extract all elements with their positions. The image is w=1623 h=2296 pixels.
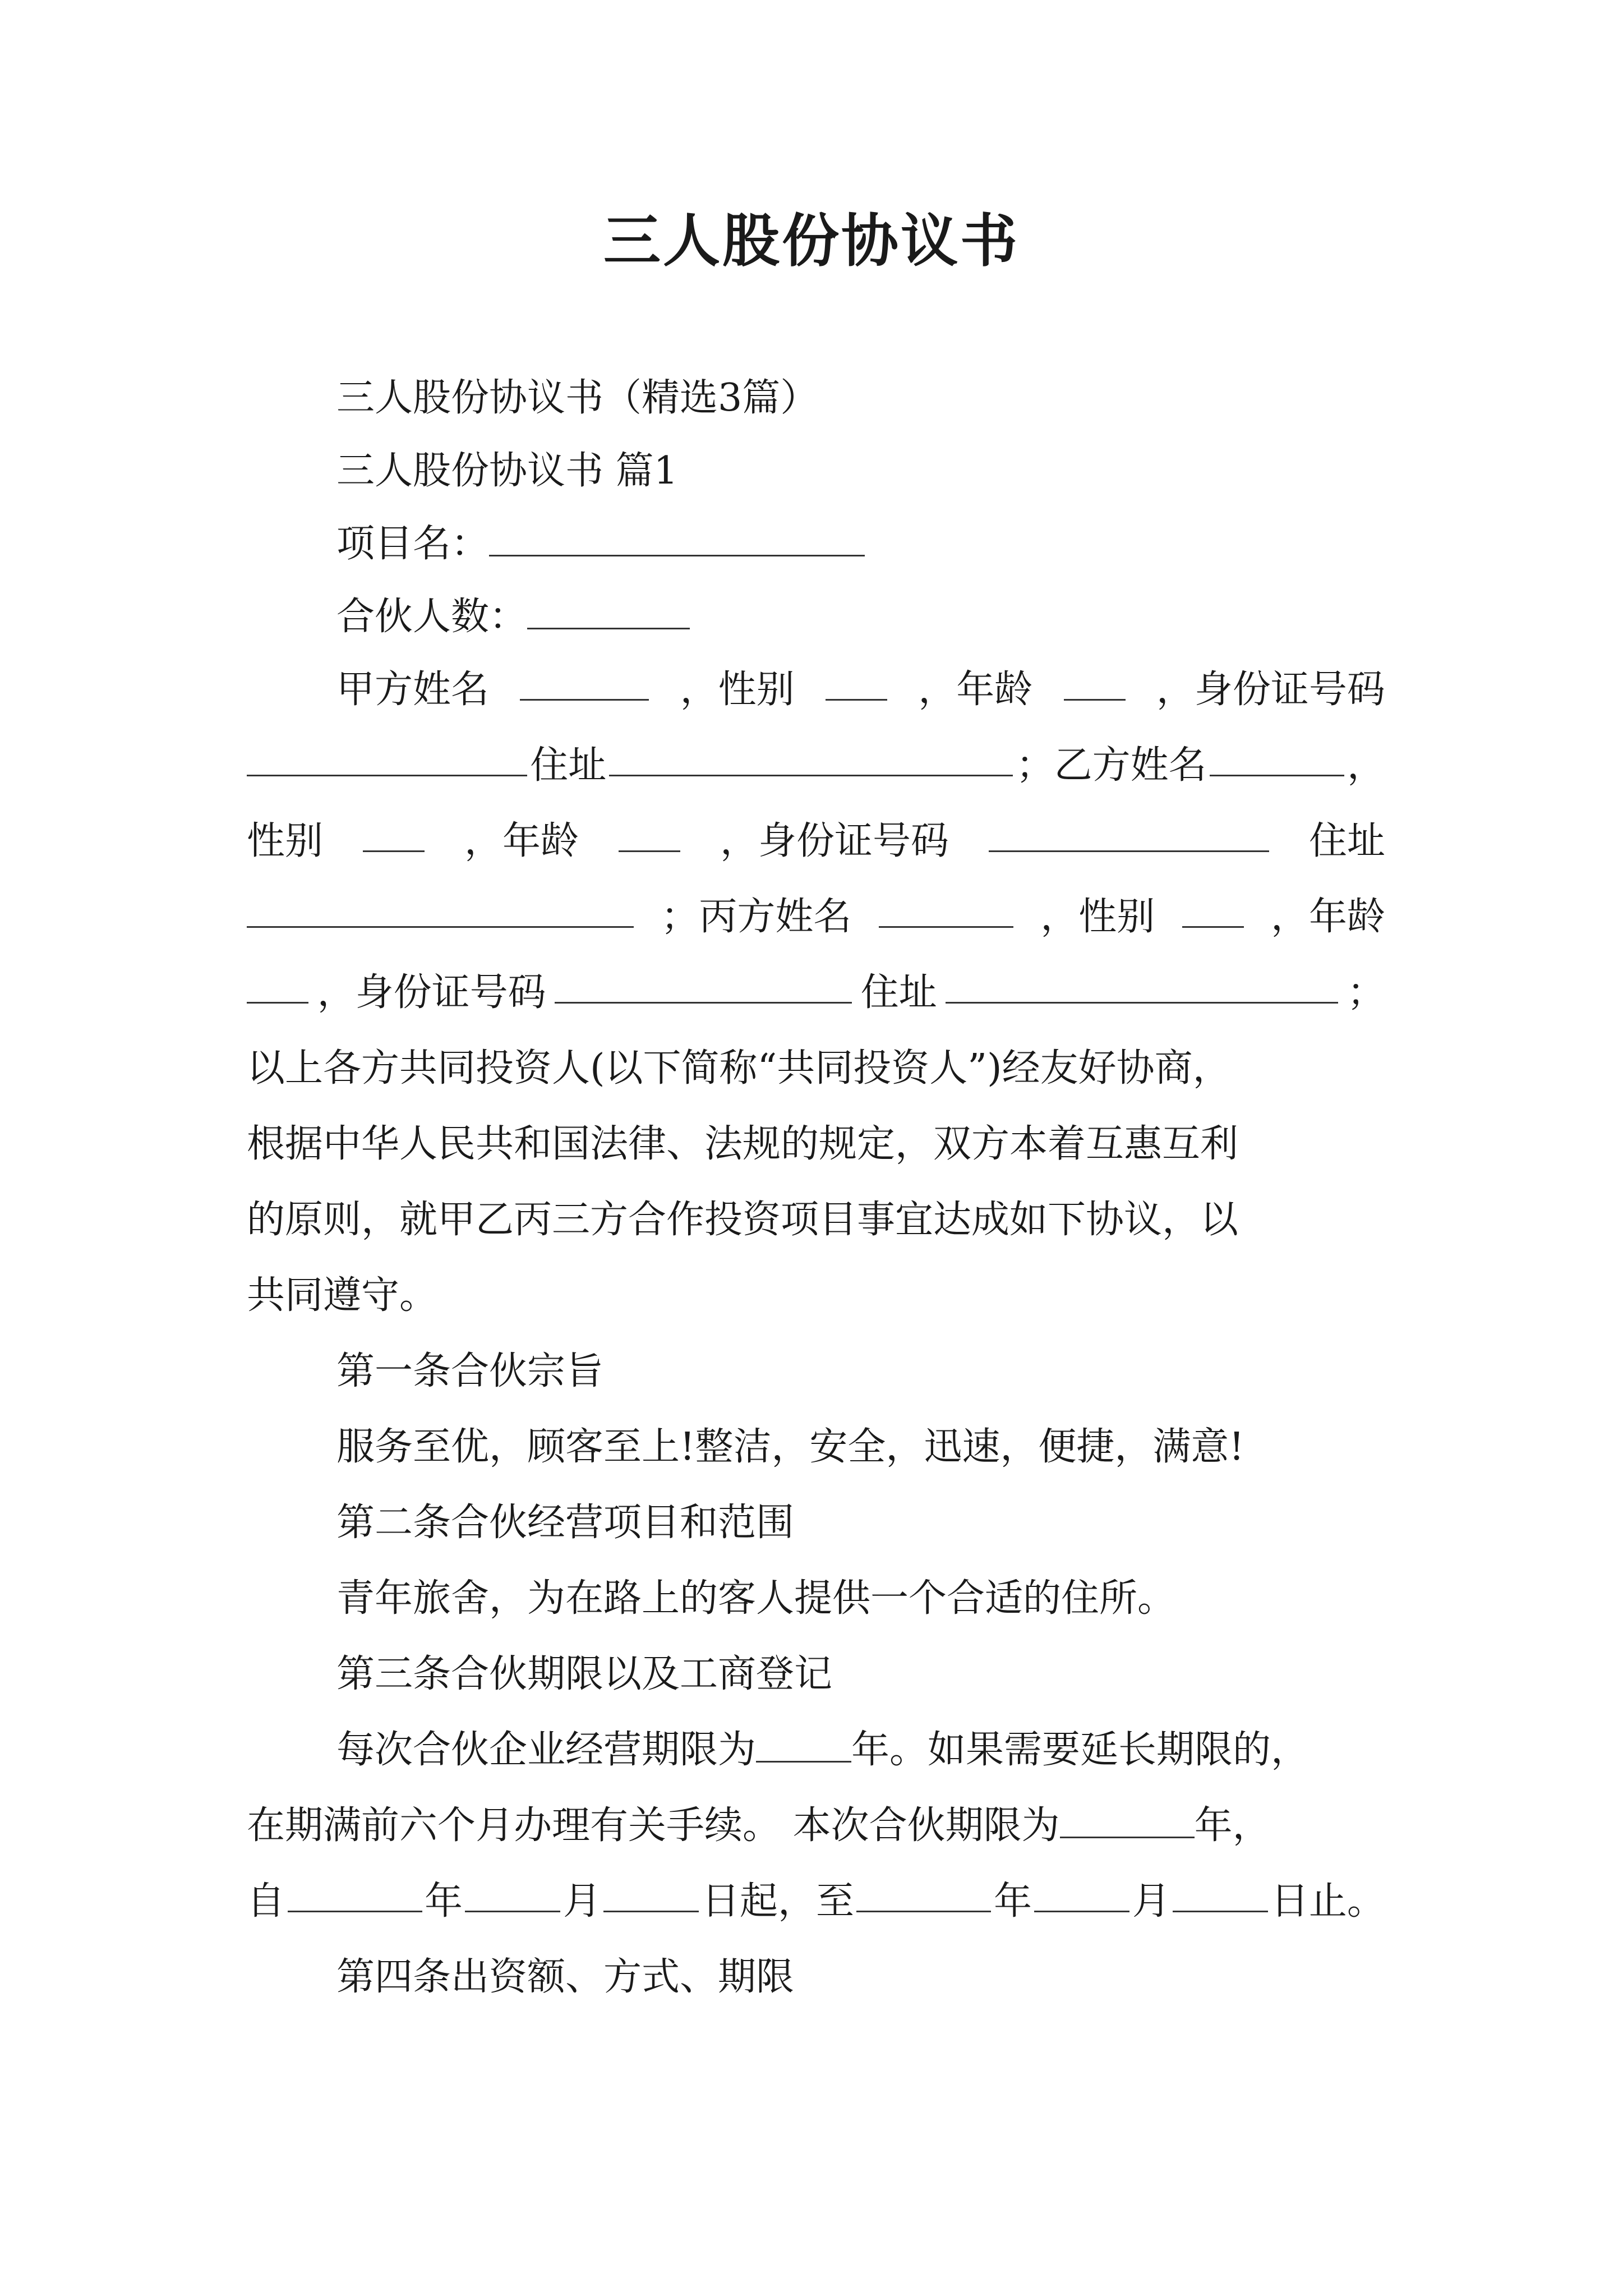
intro-line-2: 根据中华人民共和国法律、法规的规定，双方本着互惠互利: [247, 1122, 1239, 1166]
party-c-id-blank: [555, 965, 852, 1004]
article-4-title: 第四条出资额、方式、期限: [336, 1955, 795, 1999]
party-b-address-blank: [247, 889, 634, 928]
party-c-name-blank: [879, 889, 1013, 928]
partner-count-label: 合伙人数：: [336, 595, 528, 639]
party-c-age-label: ，年龄: [1270, 895, 1385, 939]
article-3-line-1: [336, 1722, 1309, 1778]
party-a-age-label: ，年龄: [918, 668, 1033, 712]
party-c-address-blank: [946, 965, 1338, 1004]
article-3-line-2: [247, 1798, 1271, 1854]
partner-count-row: [336, 589, 690, 645]
end-month-label: 月: [1132, 1879, 1170, 1924]
party-a-name-blank: [520, 662, 649, 701]
article-3-term-suffix: 年。如果需要延长期限的，: [851, 1728, 1310, 1772]
party-b-name-label: ；乙方姓名: [1016, 743, 1207, 788]
end-day-label: 日止。: [1270, 1879, 1385, 1924]
start-month-label: 月: [562, 1879, 601, 1924]
project-name-blank: [489, 518, 865, 556]
section-heading: 三人股份协议书 篇1: [336, 449, 678, 493]
party-c-semicolon: ；: [1347, 970, 1385, 1015]
article-3-period-suffix: 年，: [1194, 1803, 1271, 1848]
end-day-blank: [1173, 1874, 1268, 1912]
party-c-gender-label: ，性别: [1040, 895, 1155, 939]
intro-line-3: 的原则，就甲乙丙三方合作投资项目事宜达成如下协议，以: [247, 1198, 1239, 1242]
party-b-gender-label: 性别: [247, 819, 324, 863]
article-2-body: 青年旅舍，为在路上的客人提供一个合适的住所。: [336, 1576, 1176, 1621]
article-3-term-label: 每次合伙企业经营期限为: [336, 1728, 757, 1772]
party-line-1: [336, 662, 1385, 718]
party-line-3: [247, 813, 1385, 869]
party-line-4: [247, 889, 1385, 945]
party-a-id-label: ，身份证号码: [1156, 668, 1385, 712]
end-year-label: 年: [993, 1879, 1032, 1924]
party-a-id-blank: [247, 738, 527, 776]
start-day-blank: [603, 1874, 699, 1912]
party-b-name-blank: [1210, 738, 1344, 776]
party-b-id-blank: [989, 813, 1269, 852]
party-a-gender-label: ，性别: [680, 668, 795, 712]
article-3-title: 第三条合伙期限以及工商登记: [336, 1652, 833, 1696]
party-c-address-label: 住址: [860, 970, 937, 1015]
party-b-gender-blank: [363, 813, 425, 852]
party-b-age-blank: [619, 813, 680, 852]
start-year-blank: [288, 1874, 422, 1912]
partner-count-blank: [527, 591, 690, 629]
party-a-age-blank: [1064, 662, 1126, 701]
article-3-period-blank: [1060, 1800, 1195, 1838]
party-a-address-blank: [609, 738, 1013, 776]
date-from-label: 自: [247, 1879, 285, 1924]
intro-line-4: 共同遵守。: [247, 1273, 438, 1318]
subtitle: 三人股份协议书（精选3篇）: [336, 376, 819, 420]
article-1-title: 第一条合伙宗旨: [336, 1349, 604, 1393]
party-b-address-label: 住址: [1308, 819, 1385, 863]
party-c-name-label: ；丙方姓名: [661, 895, 852, 939]
end-year-blank: [856, 1874, 991, 1912]
party-line-5: [247, 965, 1385, 1021]
article-3-line-3: [247, 1874, 1385, 1930]
project-name-row: [336, 516, 865, 572]
party-c-id-label: ，身份证号码: [317, 970, 546, 1015]
start-month-blank: [465, 1874, 560, 1912]
start-day-label: 日起，至: [701, 1879, 854, 1924]
party-c-age-blank: [247, 965, 308, 1004]
end-month-blank: [1034, 1874, 1129, 1912]
start-year-label: 年: [424, 1879, 463, 1924]
article-2-title: 第二条合伙经营项目和范围: [336, 1501, 795, 1545]
document-title: 三人股份协议书: [603, 208, 1020, 275]
party-a-gender-blank: [826, 662, 887, 701]
party-a-address-label: 住址: [530, 743, 607, 788]
party-b-comma: ，: [1347, 743, 1385, 788]
party-b-age-label: ，年龄: [464, 819, 579, 863]
party-b-id-label: ，身份证号码: [720, 819, 949, 863]
article-3-period-label: 在期满前六个月办理有关手续。 本次合伙期限为: [247, 1803, 1060, 1848]
article-1-body: 服务至优，顾客至上!整洁，安全，迅速，便捷，满意!: [336, 1425, 1244, 1469]
intro-line-1: 以上各方共同投资人(以下简称“共同投资人”)经友好协商，: [247, 1046, 1231, 1091]
party-a-name-label: 甲方姓名: [336, 668, 490, 712]
party-c-gender-blank: [1182, 889, 1244, 928]
party-line-2: [247, 738, 1385, 794]
project-name-label: 项目名：: [336, 522, 490, 566]
article-3-term-blank: [756, 1724, 851, 1763]
